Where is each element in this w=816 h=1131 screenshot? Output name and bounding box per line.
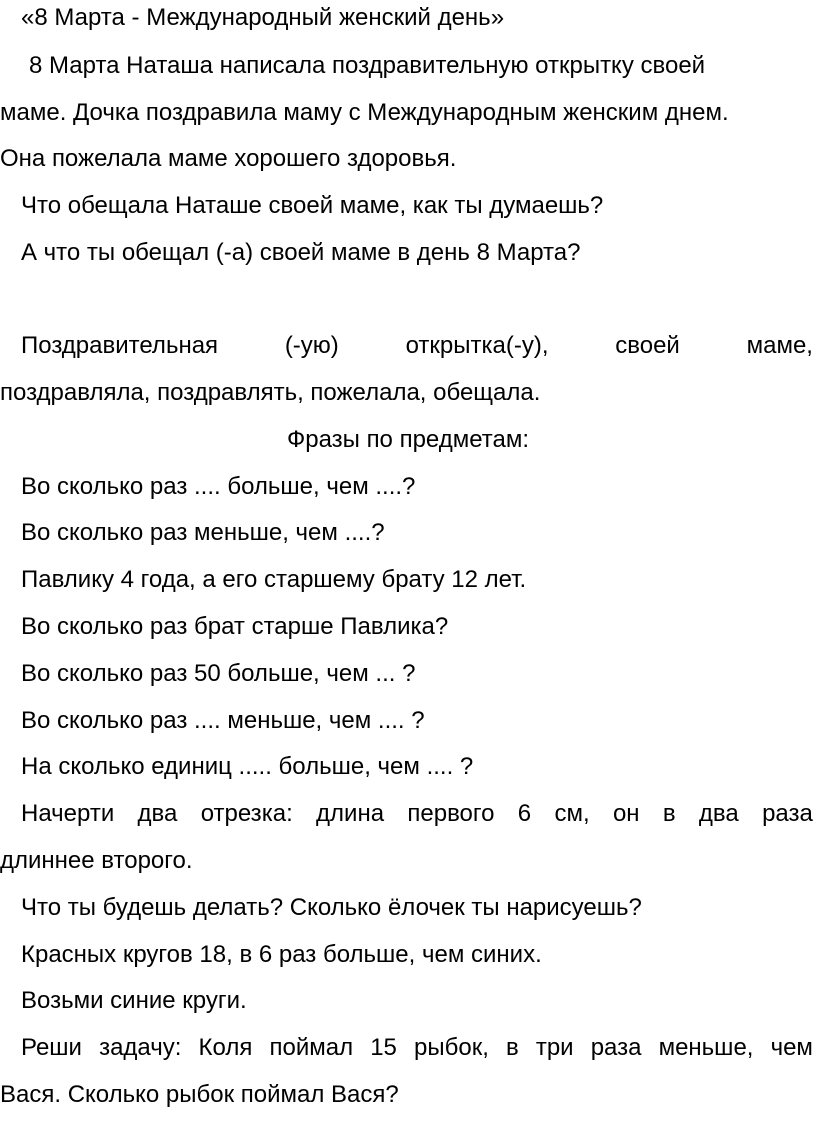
word: два xyxy=(698,800,739,827)
phrase-line: Во сколько раз .... меньше, чем .... ? xyxy=(21,707,425,734)
section-heading: Фразы по предметам: xyxy=(286,426,530,453)
phrase-line: Во сколько раз брат старше Павлика? xyxy=(21,613,449,640)
word: раза xyxy=(590,1034,642,1061)
word: Поздравительная xyxy=(21,332,219,359)
word: меньше, xyxy=(658,1034,754,1061)
word: три xyxy=(535,1034,574,1061)
word: (-ую) xyxy=(284,332,339,359)
word: см, xyxy=(554,800,590,827)
paragraph-line: маме. Дочка поздравила маму с Международным женским днем. xyxy=(0,99,729,126)
task-line: Красных кругов 18, в 6 раз больше, чем синих. xyxy=(21,941,542,968)
task-line: Вася. Сколько рыбок поймал Вася? xyxy=(0,1081,399,1108)
word: 6 xyxy=(517,800,532,827)
paragraph-line: Она пожелала маме хорошего здоровья. xyxy=(0,145,457,172)
task-line xyxy=(0,798,816,830)
word: открытка(-у), xyxy=(405,332,549,359)
word: два xyxy=(137,800,178,827)
word-list-line: поздравляла, поздравлять, пожелала, обещала. xyxy=(0,379,541,406)
phrase-line: Во сколько раз 50 больше, чем ... ? xyxy=(21,660,416,687)
task-line: длиннее второго. xyxy=(0,847,193,874)
word: задачу: xyxy=(99,1034,182,1061)
phrase-line: Павлику 4 года, а его старшему брату 12 лет. xyxy=(21,566,527,593)
word: рыбок, xyxy=(414,1034,489,1061)
word: отрезка: xyxy=(200,800,293,827)
document-title: «8 Марта - Международный женский день» xyxy=(21,4,505,31)
word: Начерти xyxy=(21,800,115,827)
phrase-line: На сколько единиц ..... больше, чем .... ? xyxy=(21,753,474,780)
word-list-line xyxy=(0,330,816,362)
word: поймал xyxy=(269,1034,354,1061)
phrase-line: Во сколько раз меньше, чем ....? xyxy=(21,519,385,546)
word: маме, xyxy=(746,332,813,359)
question-line: А что ты обещал (-а) своей маме в день 8 Марта? xyxy=(21,239,581,266)
word: чем xyxy=(770,1034,813,1061)
word: первого xyxy=(407,800,495,827)
word: Коля xyxy=(198,1034,253,1061)
phrase-line: Во сколько раз .... больше, чем ....? xyxy=(21,473,416,500)
word: 15 xyxy=(370,1034,397,1061)
task-line xyxy=(0,1032,816,1064)
word: своей xyxy=(615,332,680,359)
word: длина xyxy=(316,800,385,827)
word: Реши xyxy=(21,1034,82,1061)
word: он xyxy=(612,800,640,827)
word: в xyxy=(662,800,676,827)
question-line: Что обещала Наташе своей маме, как ты думаешь? xyxy=(21,192,604,219)
word: в xyxy=(505,1034,519,1061)
paragraph-line: 8 Марта Наташа написала поздравительную открытку своей xyxy=(29,52,706,79)
task-line: Возьми синие круги. xyxy=(21,987,247,1014)
question-line: Что ты будешь делать? Сколько ёлочек ты нарисуешь? xyxy=(21,894,642,921)
word: раза xyxy=(762,800,813,827)
